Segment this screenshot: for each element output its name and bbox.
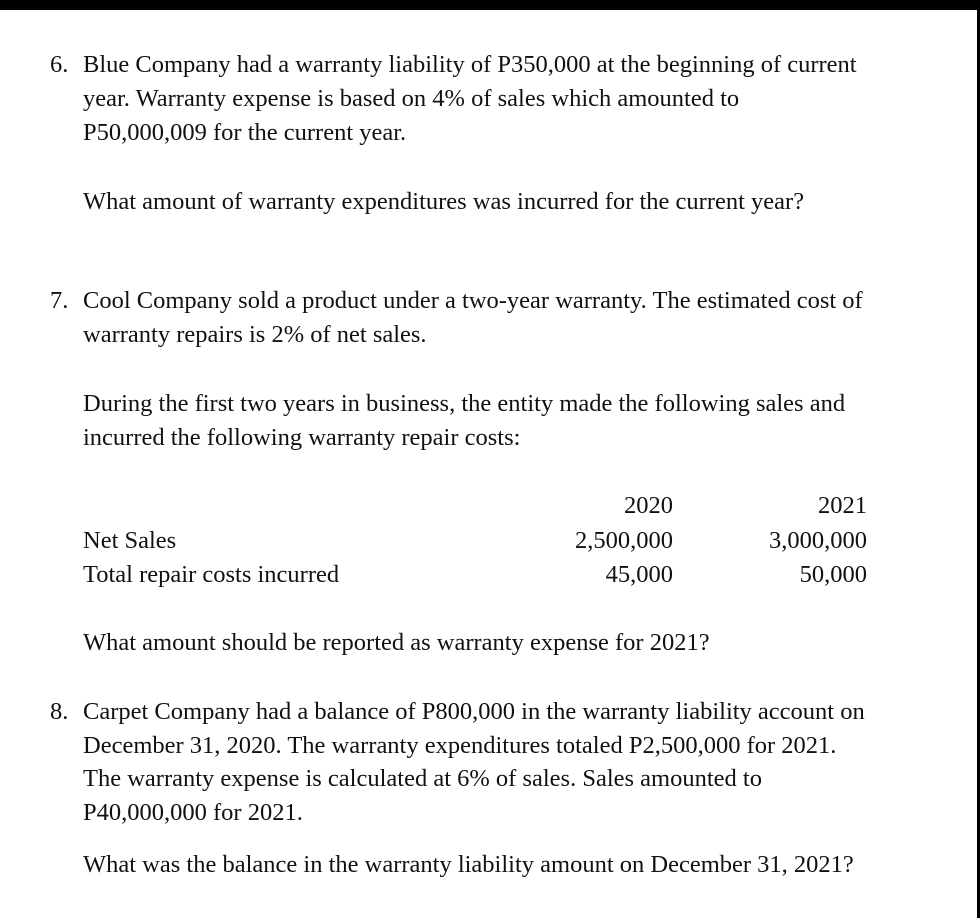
table-cell: 3,000,000 <box>769 527 867 554</box>
table-header-2020: 2020 <box>624 492 673 519</box>
table-cell: 45,000 <box>605 561 673 588</box>
q8-line-4: P40,000,000 for 2021. <box>83 799 303 826</box>
q6-question: What amount of warranty expenditures was incurred for the current year? <box>83 188 805 215</box>
table-row-label: Net Sales <box>83 527 177 554</box>
q6-line-1: Blue Company had a warranty liability of P350,000 at the beginning of current <box>83 51 857 78</box>
q8-line-3: The warranty expense is calculated at 6% of sales. Sales amounted to <box>83 765 762 792</box>
table-header-2021: 2021 <box>818 492 867 519</box>
q6-line-2: year. Warranty expense is based on 4% of sales which amounted to <box>83 85 740 112</box>
q7-line-2: warranty repairs is 2% of net sales. <box>83 321 427 348</box>
top-border <box>0 0 980 10</box>
q7-para-line-2: incurred the following warranty repair costs: <box>83 424 521 451</box>
q8-number: 8. <box>50 698 69 725</box>
q8-question: What was the balance in the warranty liability amount on December 31, 2021? <box>83 851 854 878</box>
table-row-label: Total repair costs incurred <box>83 561 340 588</box>
q8-line-1: Carpet Company had a balance of P800,000 in the warranty liability account on <box>83 698 865 725</box>
table-cell: 2,500,000 <box>575 527 673 554</box>
q7-line-1: Cool Company sold a product under a two-year warranty. The estimated cost of <box>83 287 863 314</box>
q8-line-2: December 31, 2020. The warranty expenditures totaled P2,500,000 for 2021. <box>83 732 837 759</box>
q7-question: What amount should be reported as warranty expense for 2021? <box>83 629 710 656</box>
table-cell: 50,000 <box>799 561 867 588</box>
q6-line-3: P50,000,009 for the current year. <box>83 119 407 146</box>
q6-number: 6. <box>50 51 69 78</box>
q7-number: 7. <box>50 287 69 314</box>
q7-para-line-1: During the first two years in business, the entity made the following sales and <box>83 390 846 417</box>
